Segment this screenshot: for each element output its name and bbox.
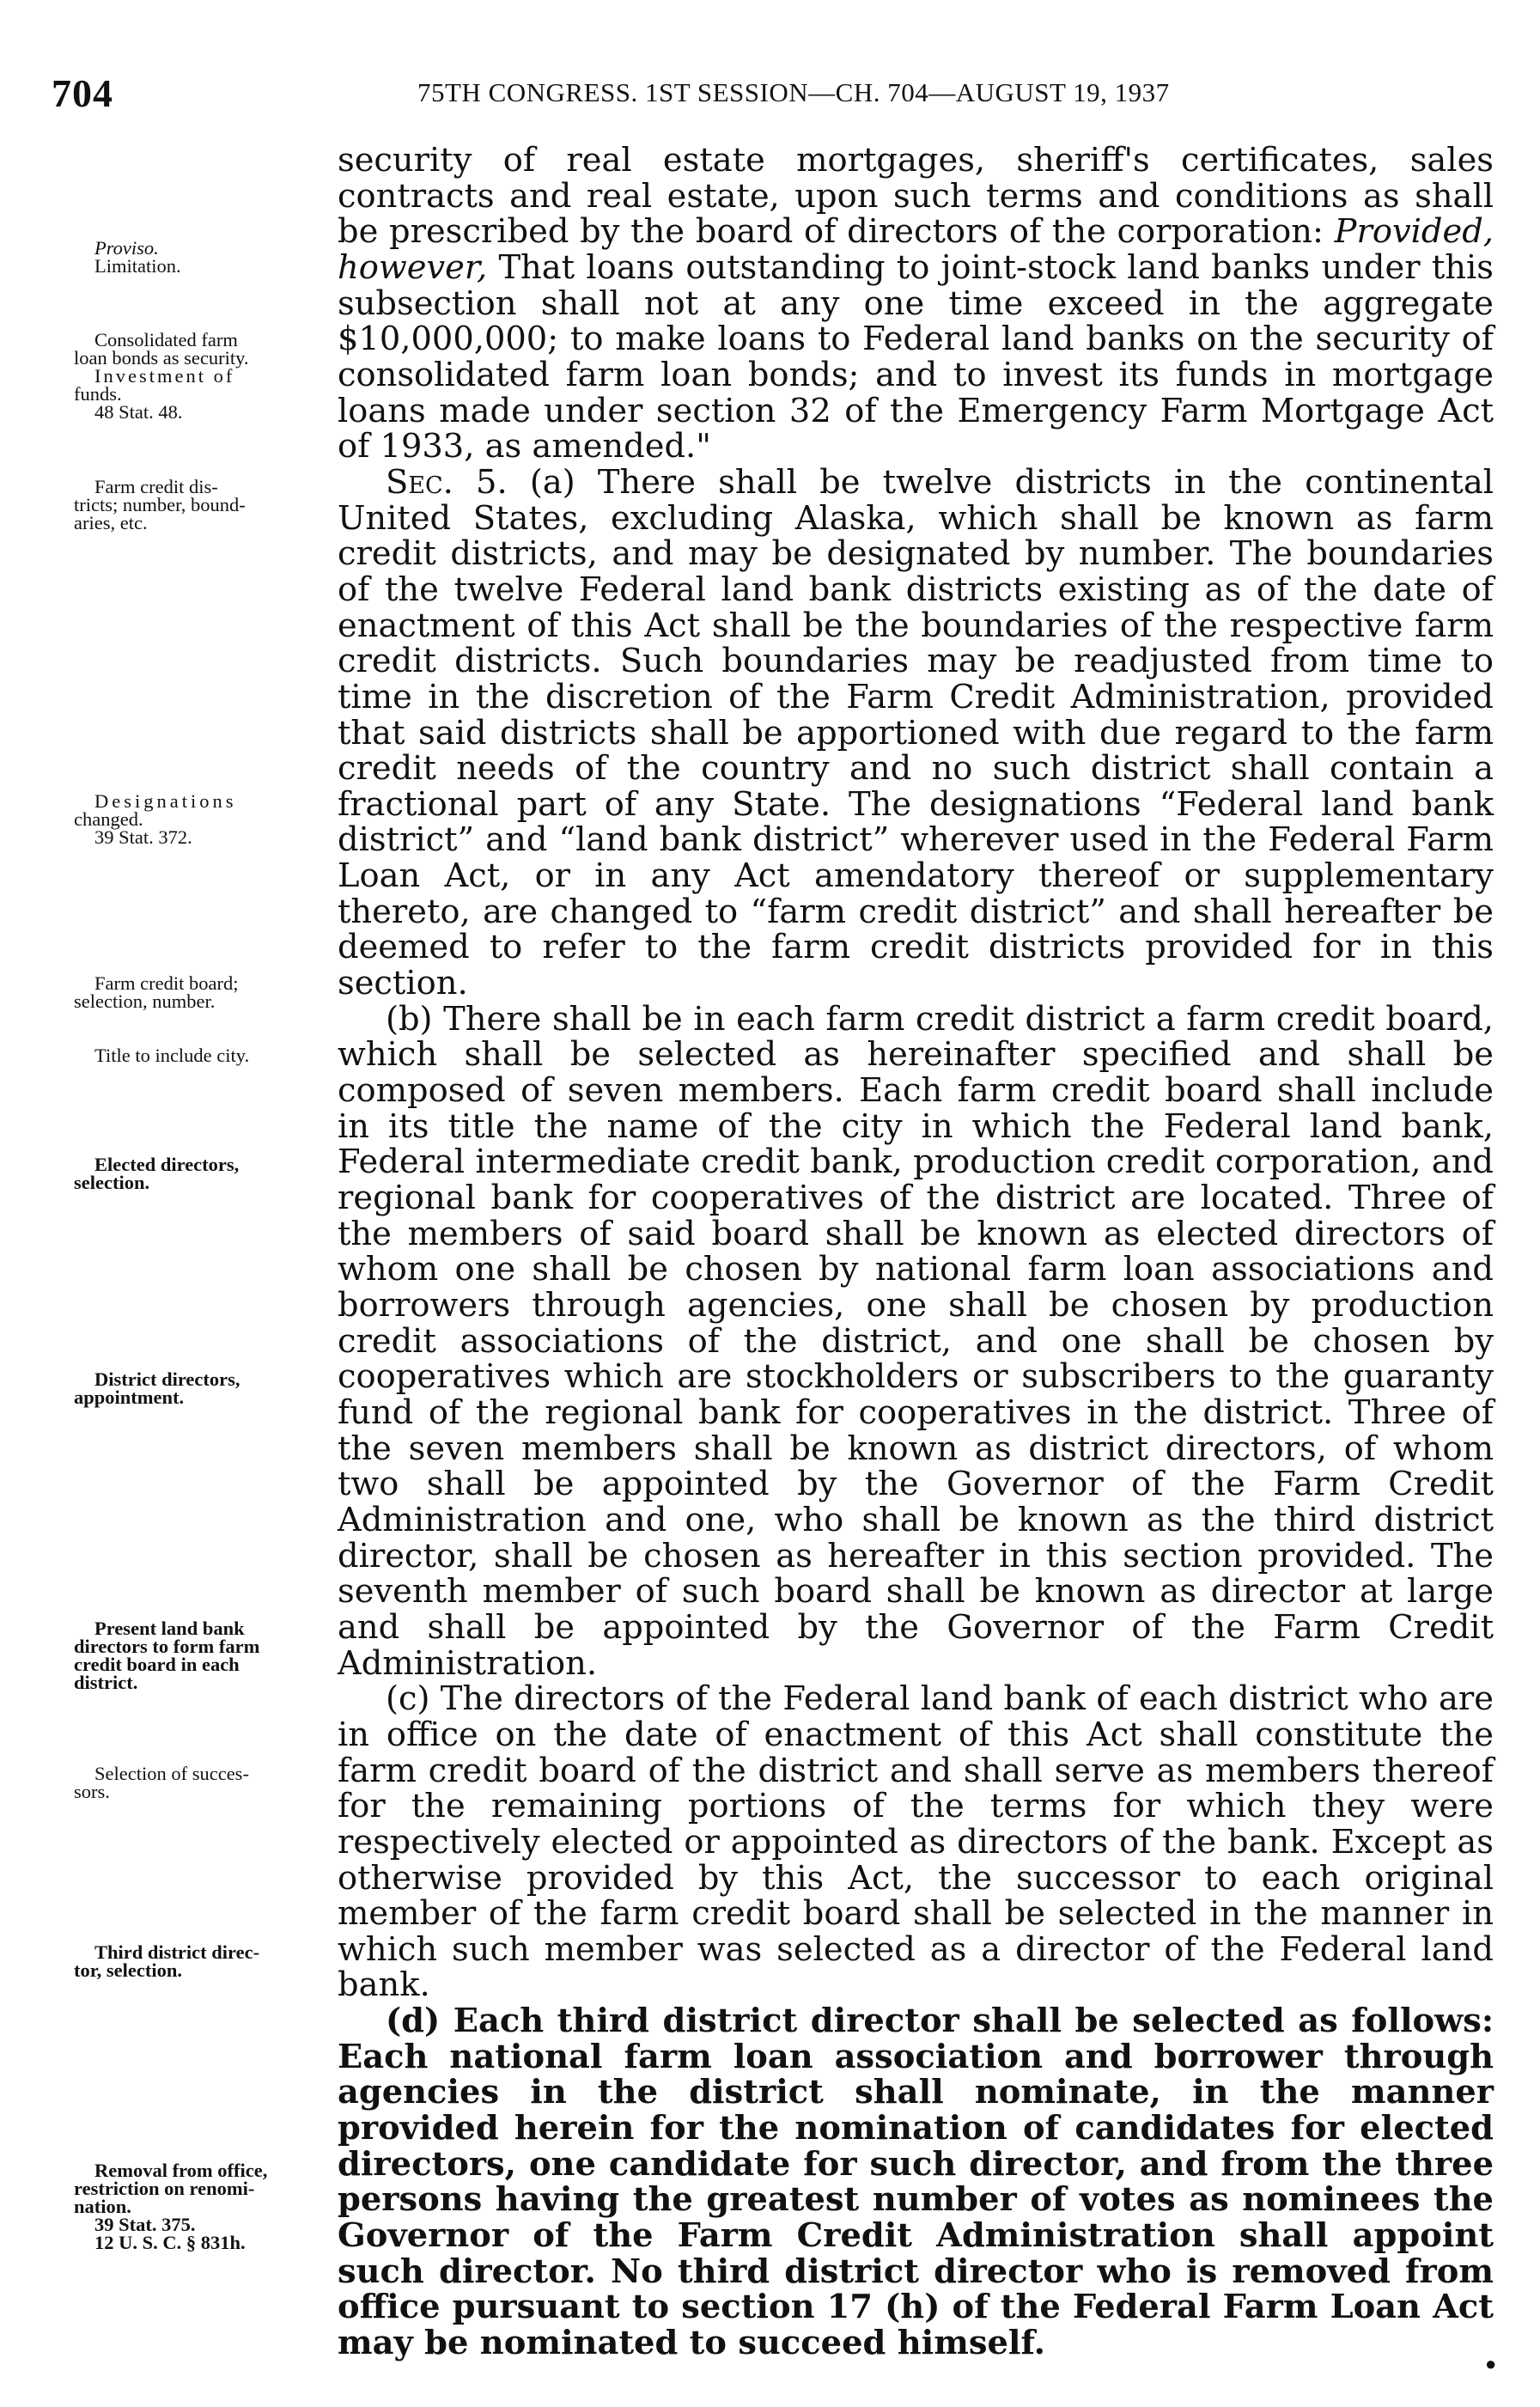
subsection-c-paragraph: (c) The directors of the Federal land bank of each district who are in office on the date of enactment of this Act shall constitute the farm credit board of the district and shall serve as members thereof for the remaining portions of the terms for which they were respectively elected or appointed as directors of the bank. Except as otherwise provided by this Act, the successor to each original member of the farm credit board shall be selected in the manner in which such member was selected as a director of the Federal land bank.: [338, 1679, 1494, 2005]
margin-note-line: Removal from office,: [94, 2160, 268, 2181]
paragraph-text: security of real estate mortgages, sheriff's certificates, sales contracts and real estate, upon such terms and conditions as shall be prescribed by the board of directors of the corporation:: [338, 141, 1494, 252]
running-head: 75TH CONGRESS. 1ST SESSION—CH. 704—AUGUST 19, 1937: [417, 77, 1170, 107]
margin-note-line: tor, selection.: [74, 1959, 183, 1981]
margin-note-line: Proviso.: [94, 237, 159, 259]
section-label: Sec. 5.: [386, 462, 508, 502]
paragraph-text: (a) There shall be twelve districts in the continental United States, excluding Alaska, which shall be known as farm credit districts, and may be designated by number. The boundaries of the twelve Federal land bank districts existing as of the date of enactment of this Act shall be the boundaries of the respective farm credit districts. Such boundaries may be readjusted from time to time in the discretion of the Farm Credit Administration, provided that said districts shall be apportioned with due regard to the farm credit needs of the country and no such district shall contain a fractional part of any State. The designations “Federal land bank district” and “land bank district” wherever used in the Federal Farm Loan Act, or in any Act amendatory thereof or supplementary thereto, are changed to “farm credit district” and shall hereafter be deemed to refer to the farm credit districts provided for in this section.: [338, 462, 1494, 1003]
margin-note-line: 48 Stat. 48.: [94, 401, 183, 423]
margin-note-line: 39 Stat. 372.: [94, 826, 192, 848]
subsection-b-paragraph: (b) There shall be in each farm credit district a farm credit board, which shall be selected as hereinafter specified and shall be composed of seven members. Each farm credit board shall include in its title the name of the city in which the Federal land bank, Federal intermediate credit bank, production credit corporation, and regional bank for cooperatives of the district are located. Three of the members of said board shall be known as elected directors of whom one shall be chosen by national farm loan associations and borrowers through agencies, one shall be chosen by production credit associations of the district, and one shall be chosen by cooperatives which are stockholders or subscribers to the guaranty fund of the regional bank for cooperatives in the district. Three of the seven members shall be known as district directors, of whom two shall be appointed by the Governor of the Farm Credit Administration and one, who shall be known as the third district director, shall be chosen as hereafter in this section provided. The seventh member of such board shall be known as director at large and shall be appointed by the Governor of the Farm Credit Administration.: [338, 999, 1494, 1683]
margin-note-line: Designations: [94, 790, 237, 812]
paragraph-continuation: [338, 143, 1494, 465]
margin-notes: [0, 0, 335, 2407]
margin-note-line: Farm credit dis-: [94, 476, 218, 497]
margin-note-line: Present land bank: [94, 1618, 245, 1639]
chapter-number: CH. 704: [835, 77, 929, 107]
margin-note-line: tricts; number, bound-: [74, 494, 246, 515]
margin-note-elected-directors: [74, 1155, 333, 1191]
margin-note-district-directors: [74, 1370, 333, 1406]
margin-note-line: selection.: [74, 1172, 150, 1193]
margin-note-line: funds.: [74, 383, 122, 405]
margin-note-line: appointment.: [74, 1386, 185, 1408]
margin-note-line: Investment of: [94, 365, 235, 387]
enactment-date: AUGUST 19, 1937: [955, 77, 1170, 107]
subsection-d-paragraph: (d) Each third district director shall be selected as follows: Each national farm loan association and borrower through agencies in the district shall nominate, in the manner provided herein for the nomination of candidates for elected directors, one candidate for such director, and from the three persons having the greatest number of votes as nominees the Governor of the Farm Credit Administration shall appoint such director. No third district director who is removed from office pursuant to section 17 (h) of the Federal Farm Loan Act may be nominated to succeed himself.: [338, 2002, 1494, 2363]
margin-note-line: credit board in each: [74, 1654, 240, 1675]
margin-note-line: Third district direc-: [94, 1941, 260, 1963]
proviso-text: Provided, however,: [338, 212, 1494, 287]
margin-note-line: Title to include city.: [94, 1045, 250, 1066]
margin-note-line: 12 U. S. C. § 831h.: [94, 2232, 246, 2253]
margin-note-line: Consolidated farm: [94, 329, 238, 350]
margin-note-title-city: [74, 1046, 333, 1064]
margin-note-line: district.: [74, 1672, 138, 1693]
margin-note-line: restriction on renomi-: [74, 2178, 255, 2199]
margin-note-line: Selection of succes-: [94, 1763, 249, 1784]
margin-note-line: Elected directors,: [94, 1154, 240, 1175]
margin-note-line: 39 Stat. 375.: [94, 2214, 196, 2235]
statute-body: [338, 143, 1494, 2361]
margin-note-line: selection, number.: [74, 990, 216, 1012]
margin-note-line: Farm credit board;: [94, 972, 239, 994]
margin-note-line: Limitation.: [94, 255, 181, 277]
margin-note-line: changed.: [74, 808, 143, 830]
margin-note-line: aries, etc.: [74, 512, 148, 533]
margin-note-consolidated-bonds: [74, 331, 333, 421]
margin-note-present-directors: [74, 1619, 333, 1691]
margin-note-line: sors.: [74, 1781, 110, 1802]
paragraph-text: That loans outstanding to joint-stock land banks under this subsection shall not at any one time exceed in the aggregate $10,000,000; to make loans to Federal land banks on the security of consolidated farm loan bonds; and to invest its funds in mortgage loans made under section 32 of the Emergency Farm Mortgage Act of 1933, as amended.": [338, 247, 1494, 466]
congress-session: 75TH CONGRESS. 1ST SESSION: [417, 77, 809, 107]
section-5-paragraph: [338, 462, 1494, 1003]
print-speck: ●: [1485, 2353, 1497, 2374]
margin-note-line: District directors,: [94, 1368, 240, 1390]
margin-note-third-director: [74, 1943, 333, 1979]
margin-note-designations: [74, 792, 333, 846]
margin-note-farm-credit-districts: [74, 478, 333, 532]
margin-note-farm-credit-board: [74, 974, 333, 1010]
margin-note-line: loan bonds as security.: [74, 347, 249, 369]
margin-note-line: directors to form farm: [74, 1636, 260, 1657]
margin-note-successors: [74, 1764, 333, 1801]
margin-note-line: nation.: [74, 2196, 131, 2217]
margin-note-proviso: [74, 239, 333, 275]
page-number: 704: [52, 71, 113, 115]
margin-note-removal: [74, 2161, 333, 2252]
